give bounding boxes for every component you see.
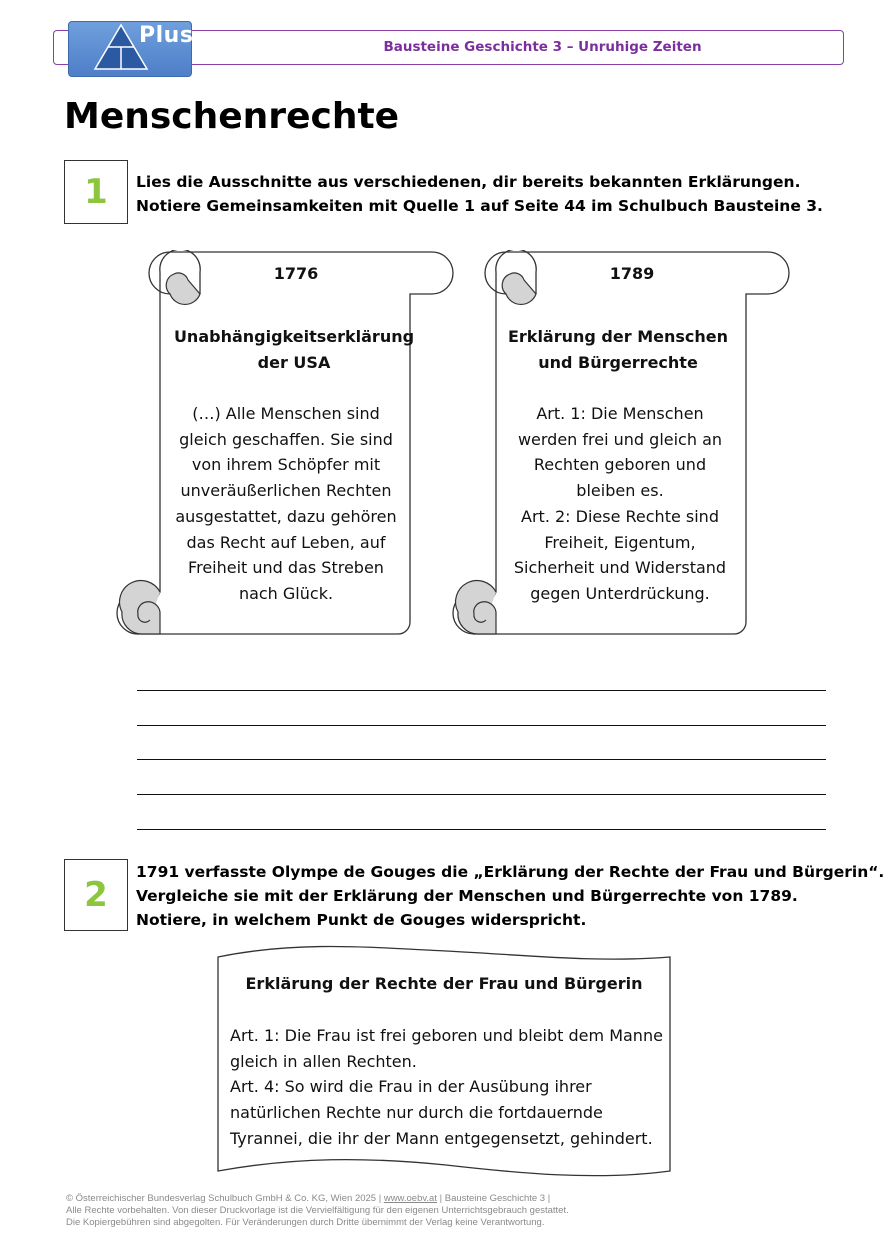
scroll-1776-heading (166, 324, 422, 376)
scroll-1789-heading-line-2: und Bürgerrechte (538, 353, 698, 372)
task-1-line-2: Notiere Gemeinsamkeiten mit Quelle 1 auf Seite 44 im Schulbuch Bausteine 3. (136, 197, 823, 215)
scroll-1789-line: gegen Unterdrückung. (530, 583, 710, 603)
scroll-1776-heading-line-2: der USA (257, 353, 331, 372)
document-line: natürlichen Rechte nur durch die fortdauernde (230, 1103, 603, 1123)
plus-logo (68, 21, 192, 77)
task-number-box-1 (64, 160, 128, 224)
document-line: gleich in allen Rechten. (230, 1051, 417, 1071)
logo-text: Plus (139, 23, 194, 48)
document-line: Art. 1: Die Frau ist frei geboren und bleibt dem Manne (230, 1026, 663, 1045)
footer-line-1-prefix: © Österreichischer Bundesverlag Schulbuch GmbH & Co. KG, Wien 2025 | (66, 1193, 384, 1204)
scroll-1789-heading-line-1: Erklärung der Menschen (507, 327, 728, 346)
document-line: Tyrannei, die ihr der Mann entgegensetzt, gehindert. (230, 1128, 653, 1148)
task-number-box-2 (64, 859, 128, 931)
task-1-instruction (136, 170, 823, 218)
publisher-link[interactable]: www.oebv.at (383, 1193, 437, 1204)
footer-line-3: Die Kopiergebühren sind abgegolten. Für Veränderungen durch Dritte übernimmt der Verlag keine Verantwortung. (66, 1217, 545, 1228)
scroll-1789-text (500, 401, 740, 607)
scroll-1789 (452, 250, 792, 640)
scroll-1776-line: (…) Alle Menschen sind (192, 404, 380, 423)
answer-line-5[interactable] (137, 829, 826, 830)
scroll-1789-line: werden frei und gleich an (517, 429, 723, 449)
scroll-1776 (116, 250, 456, 640)
task-1-line-1: Lies die Ausschnitte aus verschiedenen, dir bereits bekannten Erklärungen. (136, 173, 801, 191)
page-title: Menschenrechte (64, 96, 400, 137)
scroll-1789-line: Art. 1: Die Menschen (536, 404, 704, 423)
scroll-1789-line: Rechten geboren und (533, 455, 707, 475)
answer-line-4[interactable] (137, 794, 826, 795)
answer-line-2[interactable] (137, 725, 826, 726)
scroll-1776-line: das Recht auf Leben, auf (186, 532, 386, 552)
task-number-1: 1 (84, 172, 108, 212)
answer-line-3[interactable] (137, 759, 826, 760)
scroll-1776-line: unveräußerlichen Rechten (180, 481, 392, 501)
scroll-1776-line: nach Glück. (238, 583, 334, 603)
task-number-2: 2 (84, 875, 108, 915)
answer-line-1[interactable] (137, 690, 826, 691)
scroll-1776-line: ausgestattet, dazu gehören (175, 506, 397, 526)
task-2-line-1: 1791 verfasste Olympe de Gouges die „Erklärung der Rechte der Frau und Bürgerin“. (136, 863, 885, 881)
scroll-1789-year: 1789 (609, 264, 655, 283)
task-2-line-2: Vergleiche sie mit der Erklärung der Menschen und Bürgerrechte von 1789. (136, 887, 798, 905)
scroll-1789-line: Sicherheit und Widerstand (513, 558, 727, 578)
scroll-1776-heading-line-1: Unabhängigkeitserklärung (173, 327, 415, 346)
scroll-1789-heading (496, 324, 740, 376)
document-text (230, 1023, 666, 1152)
document-line: Art. 4: So wird die Frau in der Ausübung ihrer (230, 1077, 592, 1097)
task-2-instruction (136, 860, 884, 932)
scroll-1789-line: Art. 2: Diese Rechte sind (521, 506, 719, 526)
scroll-1789-line: Freiheit, Eigentum, (544, 532, 696, 552)
scroll-1789-line: bleiben es. (576, 481, 664, 501)
scroll-1776-line: gleich geschaffen. Sie sind (179, 429, 393, 449)
footer-copyright (66, 1193, 569, 1229)
scroll-1776-line: Freiheit und das Streben (188, 558, 384, 578)
scroll-1776-year: 1776 (273, 264, 319, 283)
document-heading: Erklärung der Rechte der Frau und Bürgerin (245, 974, 643, 993)
header-title: Bausteine Geschichte 3 – Unruhige Zeiten (383, 39, 702, 55)
scroll-1776-text (166, 401, 406, 607)
footer-line-1-suffix: | Bausteine Geschichte 3 | (436, 1193, 551, 1204)
footer-line-2: Alle Rechte vorbehalten. Von dieser Druckvorlage ist die Vervielfältigung für den eigenen Unterrichtsgebrauch gestattet. (66, 1205, 569, 1216)
task-2-line-3: Notiere, in welchem Punkt de Gouges widerspricht. (136, 911, 587, 929)
scroll-1776-line: von ihrem Schöpfer mit (191, 455, 381, 475)
footer-line-1 (66, 1193, 569, 1205)
